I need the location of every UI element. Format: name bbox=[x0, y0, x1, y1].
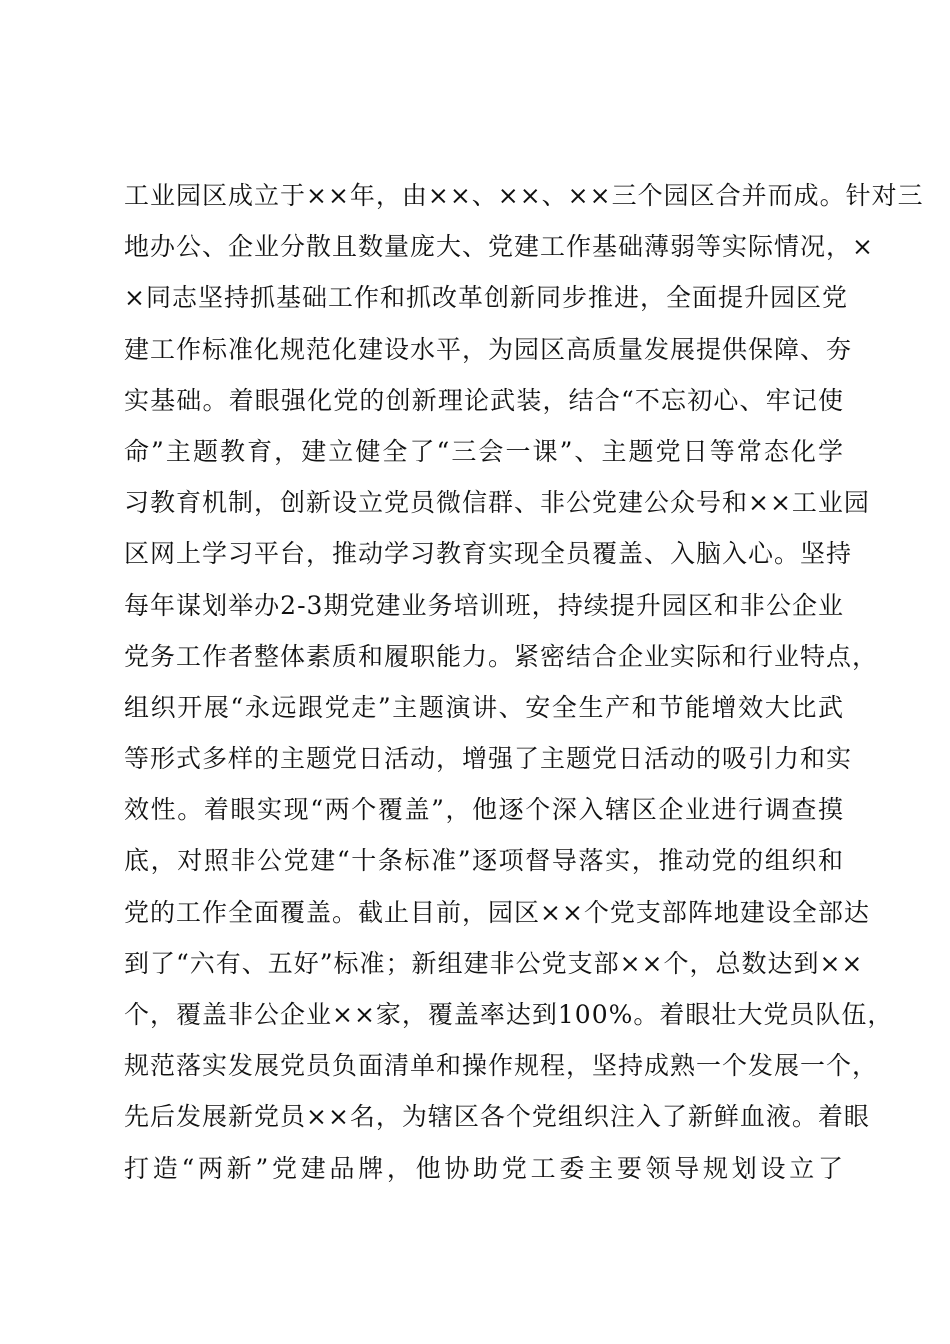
text-line: 区网上学习平台，推动学习教育实现全员覆盖、入脑入心。坚持 bbox=[124, 539, 853, 569]
text-line: 效性。着眼实现“两个覆盖”，他逐个深入辖区企业进行调查摸 bbox=[124, 795, 844, 825]
text-line: 地办公、企业分散且数量庞大、党建工作基础薄弱等实际情况，× bbox=[124, 232, 874, 262]
text-line: 组织开展“永远跟党走”主题演讲、安全生产和节能增效大比武 bbox=[124, 692, 844, 722]
text-line: 党务工作者整体素质和履职能力。紧密结合企业实际和行业特点， bbox=[124, 641, 879, 671]
text-line: 先后发展新党员××名，为辖区各个党组织注入了新鲜血液。着眼 bbox=[124, 1102, 870, 1132]
text-line: 每年谋划举办2-3期党建业务培训班，持续提升园区和非公企业 bbox=[124, 590, 844, 620]
text-line: 规范落实发展党员负面清单和操作规程，坚持成熟一个发展一个， bbox=[124, 1051, 879, 1081]
text-line: 底，对照非公党建“十条标准”逐项督导落实，推动党的组织和 bbox=[124, 846, 844, 876]
text-line: 建工作标准化规范化建设水平，为园区高质量发展提供保障、夯 bbox=[124, 334, 853, 364]
text-line: 工业园区成立于××年，由××、××、××三个园区合并而成。针对三 bbox=[124, 181, 924, 210]
text-line: 到了“六有、五好”标准；新组建非公党支部××个，总数达到×× bbox=[124, 948, 864, 978]
text-line: 等形式多样的主题党日活动，增强了主题党日活动的吸引力和实 bbox=[124, 744, 853, 774]
text-line: 打造“两新”党建品牌，他协助党工委主要领导规划设立了 bbox=[124, 1153, 844, 1183]
text-line: 习教育机制，创新设立党员微信群、非公党建公众号和××工业园 bbox=[124, 488, 870, 518]
body-paragraph bbox=[124, 170, 924, 1194]
text-line: ×同志坚持抓基础工作和抓改革创新同步推进，全面提升园区党 bbox=[124, 283, 848, 313]
text-line: 党的工作全面覆盖。截止目前，园区××个党支部阵地建设全部达 bbox=[124, 897, 870, 927]
text-line: 个，覆盖非公企业××家，覆盖率达到100%。着眼壮大党员队伍， bbox=[124, 1000, 894, 1029]
text-line: 实基础。着眼强化党的创新理论武装，结合“不忘初心、牢记使 bbox=[124, 385, 844, 415]
text-line: 命”主题教育，建立健全了“三会一课”、主题党日等常态化学 bbox=[124, 436, 844, 466]
